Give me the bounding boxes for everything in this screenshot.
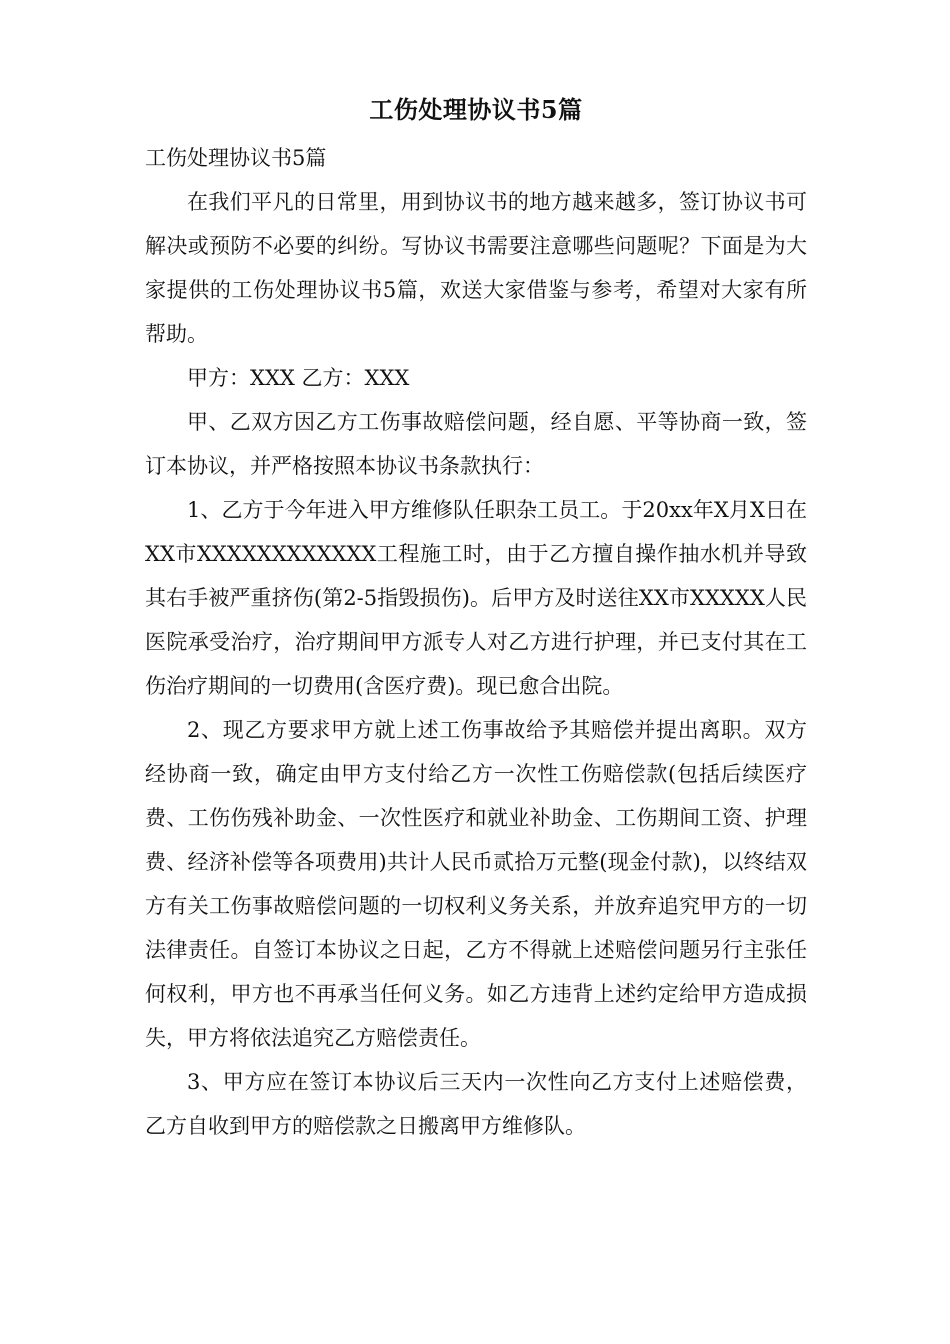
parties-line: 甲方：XXX 乙方：XXX xyxy=(187,366,410,390)
clause-2: 2、现乙方要求甲方就上述工伤事故给予其赔偿并提出离职。双方经协商一致，确定由甲方支付给乙方一次性工伤赔偿款(包括后续医疗费、工伤伤残补助金、一次性医疗和就业补助金、工伤期间工资、护理费、经济补偿等各项费用)共计人民币贰拾万元整(现金付款)，以终结双方有关工伤事故赔偿问题的一切权利义务关系，并放弃追究甲方的一切法律责任。自签订本协议之日起，乙方不得就上述赔偿问题另行主张任何权利，甲方也不再承当任何义务。如乙方违背上述约定给甲方造成损失，甲方将依法追究乙方赔偿责任。 xyxy=(145,718,807,1050)
preamble-paragraph: 甲、乙双方因乙方工伤事故赔偿问题，经自愿、平等协商一致，签订本协议，并严格按照本协议书条款执行： xyxy=(145,410,807,478)
document-title: 工伤处理协议书5篇 xyxy=(369,95,583,124)
intro-paragraph: 在我们平凡的日常里，用到协议书的地方越来越多，签订协议书可解决或预防不必要的纠纷。写协议书需要注意哪些问题呢？下面是为大家提供的工伤处理协议书5篇，欢送大家借鉴与参考，希望对大家有所帮助。 xyxy=(145,190,807,346)
document-subtitle: 工伤处理协议书5篇 xyxy=(145,146,327,170)
document-page xyxy=(145,88,807,1148)
clause-3: 3、甲方应在签订本协议后三天内一次性向乙方支付上述赔偿费，乙方自收到甲方的赔偿款之日搬离甲方维修队。 xyxy=(145,1070,807,1138)
clause-1: 1、乙方于今年进入甲方维修队任职杂工员工。于20xx年X月X日在XX市XXXXXXXXXXXX工程施工时，由于乙方擅自操作抽水机并导致其右手被严重挤伤(第2-5指毁损伤)。后甲方及时送往XX市XXXXX人民医院承受治疗，治疗期间甲方派专人对乙方进行护理，并已支付其在工伤治疗期间的一切费用(含医疗费)。现已愈合出院。 xyxy=(145,498,807,698)
